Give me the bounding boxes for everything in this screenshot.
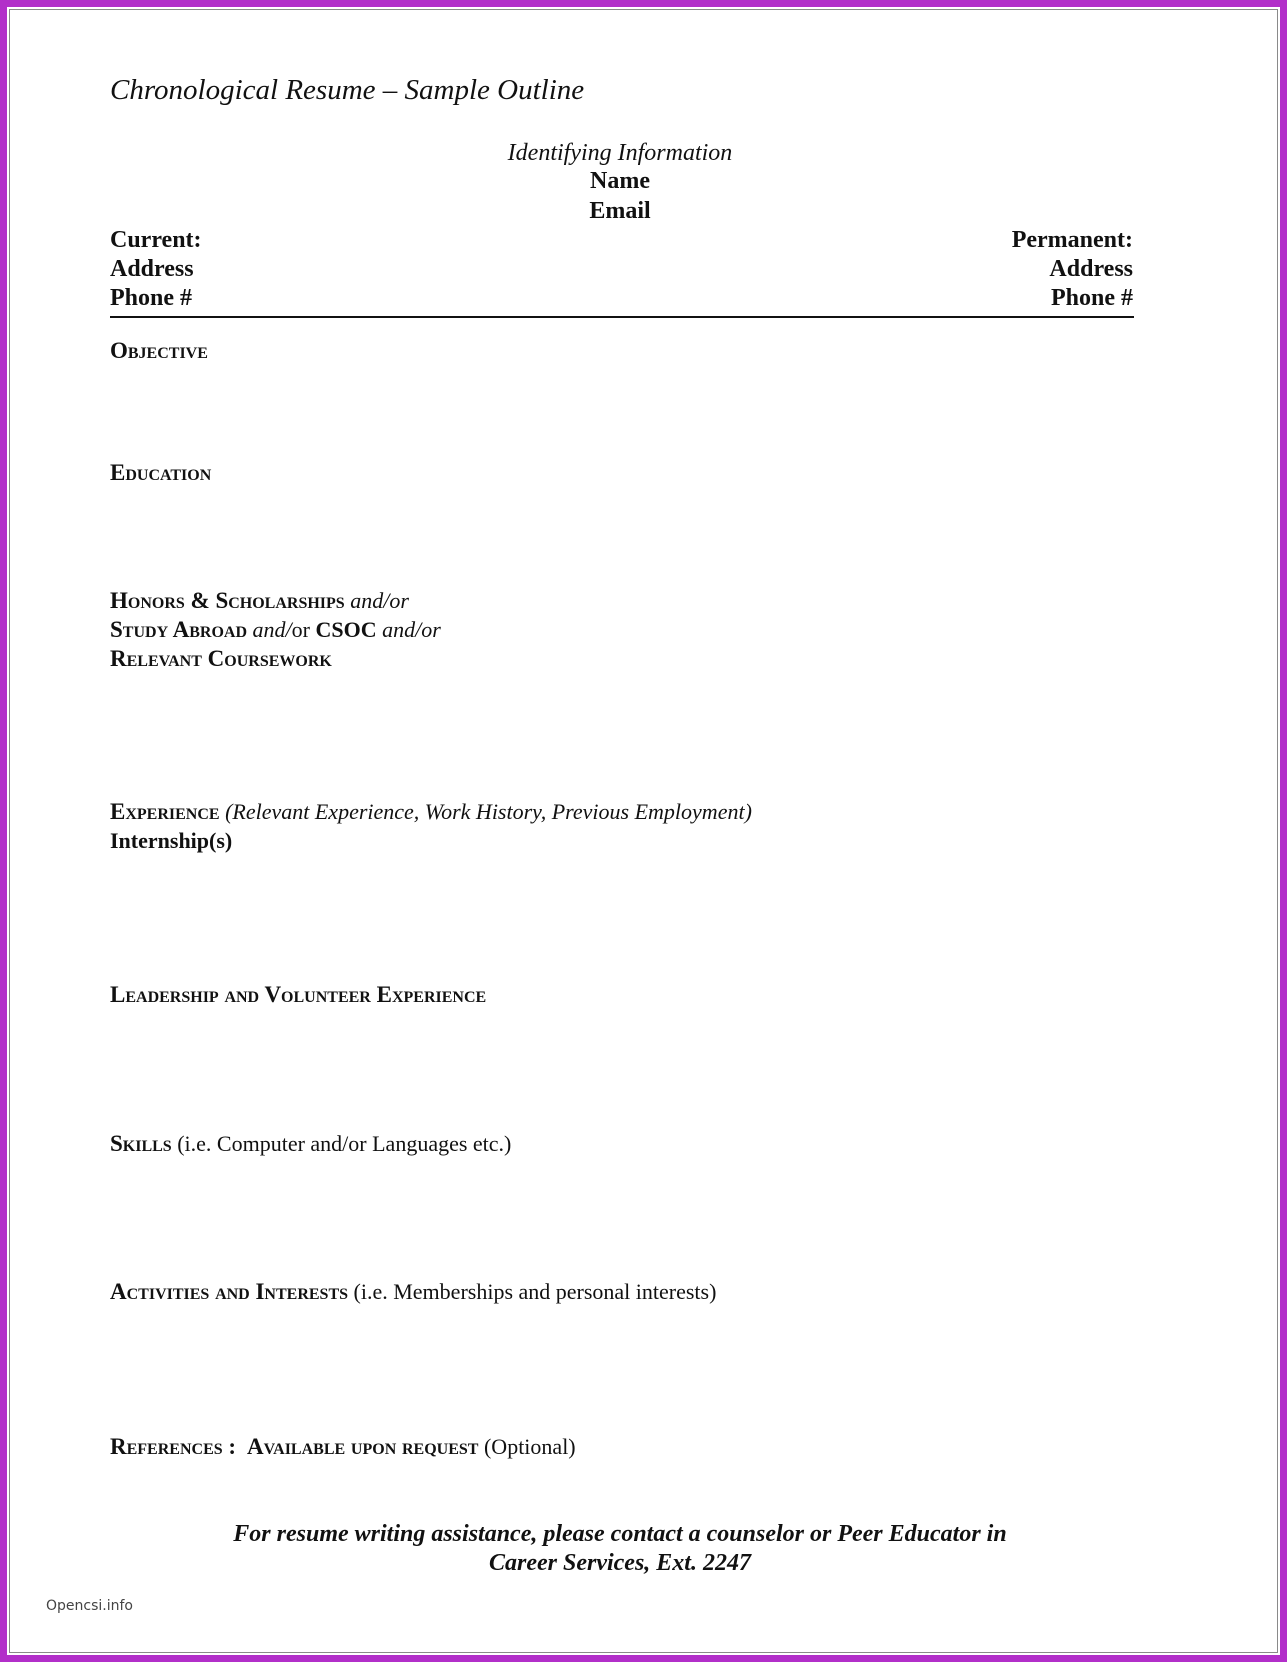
document-title: Chronological Resume – Sample Outline xyxy=(110,74,585,106)
study-abroad-heading: Study Abroad xyxy=(110,617,247,642)
current-phone: Phone # xyxy=(110,285,193,311)
section-honors xyxy=(110,586,441,673)
csoc-heading: CSOC xyxy=(315,617,377,642)
footer-note xyxy=(0,1520,1240,1578)
identifying-email: Email xyxy=(589,198,651,224)
study-abroad-or: or xyxy=(291,617,316,642)
current-contact-block xyxy=(110,226,202,313)
permanent-address: Address xyxy=(1049,256,1133,282)
header-divider xyxy=(110,316,1134,318)
footer-line-2: Career Services, Ext. 2247 xyxy=(489,1550,751,1576)
section-objective xyxy=(110,338,208,364)
identifying-heading: Identifying Information xyxy=(507,140,733,166)
footer-line-1: For resume writing assistance, please contact a counselor or Peer Educator in xyxy=(233,1521,1007,1547)
skills-note: (i.e. Computer and/or Languages etc.) xyxy=(171,1131,512,1156)
section-activities xyxy=(110,1279,716,1305)
current-label: Current: xyxy=(110,227,202,253)
education-heading: Education xyxy=(110,460,212,485)
coursework-heading: Relevant Coursework xyxy=(110,646,332,671)
permanent-contact-block xyxy=(1012,226,1133,313)
references-note: (Optional) xyxy=(478,1434,576,1459)
objective-heading: Objective xyxy=(110,338,208,363)
study-abroad-and: and/ xyxy=(247,617,292,642)
references-heading: References : xyxy=(110,1434,237,1459)
activities-note: (i.e. Memberships and personal interests) xyxy=(348,1279,717,1304)
current-address: Address xyxy=(110,256,194,282)
watermark: Opencsi.info xyxy=(46,1598,133,1614)
section-experience xyxy=(110,797,752,855)
references-availability: Available upon request xyxy=(247,1434,479,1459)
honors-andor: and/or xyxy=(344,588,409,613)
experience-heading: Experience xyxy=(110,799,220,824)
csoc-andor: and/or xyxy=(376,617,441,642)
section-education xyxy=(110,460,211,486)
activities-heading: Activities and Interests xyxy=(110,1279,349,1304)
leadership-heading: Leadership and Volunteer Experience xyxy=(110,982,487,1007)
section-leadership xyxy=(110,982,486,1008)
identifying-name: Name xyxy=(590,168,650,194)
permanent-label: Permanent: xyxy=(1011,227,1133,253)
honors-heading: Honors & Scholarships xyxy=(110,588,345,613)
section-skills xyxy=(110,1131,511,1157)
permanent-phone: Phone # xyxy=(1050,285,1133,311)
experience-note: (Relevant Experience, Work History, Previous Employment) xyxy=(219,799,752,824)
section-references xyxy=(110,1434,576,1460)
internships-subheading: Internship(s) xyxy=(110,828,233,853)
skills-heading: Skills xyxy=(110,1131,172,1156)
